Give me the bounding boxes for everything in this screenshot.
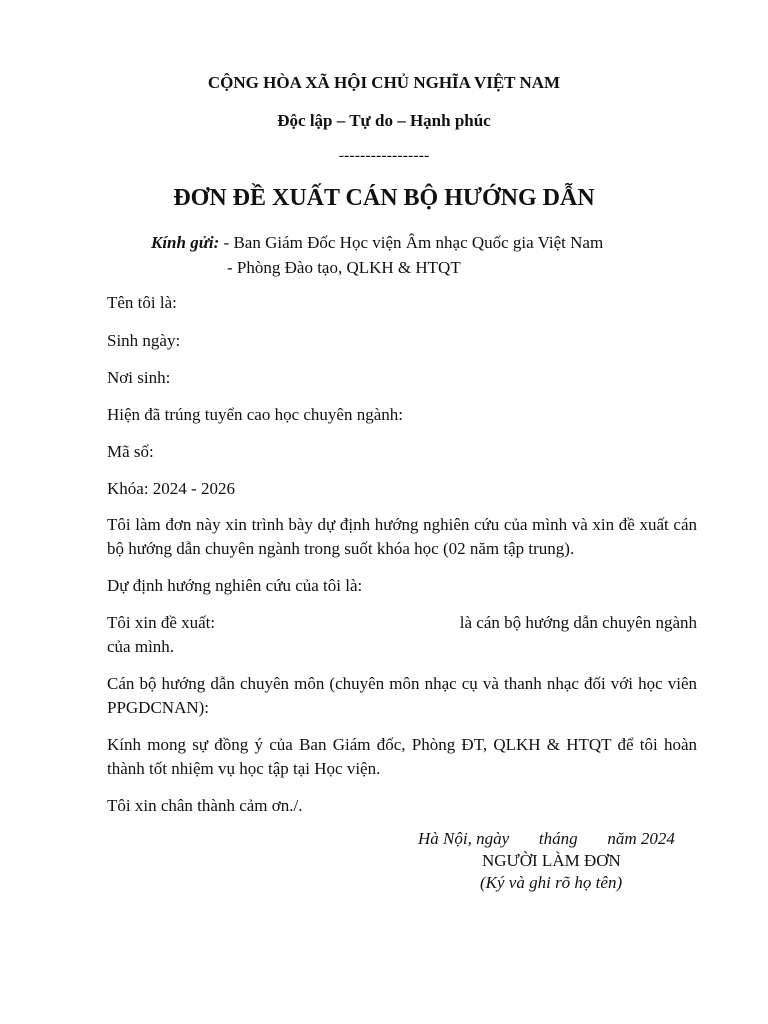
field-course: Khóa: 2024 - 2026 [107,479,235,498]
research-paragraph: Dự định hướng nghiên cứu của tôi là: [107,576,363,595]
field-name: Tên tôi là: [107,293,177,312]
propose-row [107,611,697,635]
header-divider: ----------------- [338,147,430,164]
recipient-line-1 [151,230,603,255]
propose-left: Tôi xin đề xuất: [107,613,216,632]
national-title: CỘNG HÒA XÃ HỘI CHỦ NGHĨA VIỆT NAM [207,73,561,92]
field-code: Mã số: [107,442,154,461]
field-dob: Sinh ngày: [107,331,181,350]
recipient-2: - Phòng Đào tạo, QLKH & HTQT [227,258,461,277]
document-title: ĐƠN ĐỀ XUẤT CÁN BỘ HƯỚNG DẪN [173,185,595,211]
field-major: Hiện đã trúng tuyển cao học chuyên ngành: [107,405,403,424]
national-motto: Độc lập – Tự do – Hạnh phúc [277,111,491,130]
recipients-label: Kính gửi: [151,233,220,252]
signer-title: NGƯỜI LÀM ĐƠN [482,851,621,870]
intro-paragraph: Tôi làm đơn này xin trình bày dự định hướng nghiên cứu của mình và xin đề xuất cán bộ hướng dẫn chuyên ngành trong suốt khóa học (02 năm tập trung). [107,515,697,558]
request-paragraph: Kính mong sự đồng ý của Ban Giám đốc, Phòng ĐT, QLKH & HTQT để tôi hoàn thành tốt nhiệm vụ học tập tại Học viện. [107,735,697,778]
propose-paragraph [107,611,697,659]
propose-end: của mình. [107,637,175,656]
propose-right: là cán bộ hướng dẫn chuyên ngành [459,613,697,632]
recipient-1: - Ban Giám Đốc Học viện Âm nhạc Quốc gia Việt Nam [219,233,604,252]
field-birthplace: Nơi sinh: [107,368,171,387]
recipients-block [151,230,603,280]
signature-date: Hà Nội, ngày tháng năm 2024 [418,829,675,848]
specialist-paragraph: Cán bộ hướng dẫn chuyên môn (chuyên môn nhạc cụ và thanh nhạc đối với học viên PPGDCNAN): [107,674,697,717]
thanks-paragraph: Tôi xin chân thành cảm ơn./. [107,796,303,815]
signature-note: (Ký và ghi rõ họ tên) [480,873,623,892]
